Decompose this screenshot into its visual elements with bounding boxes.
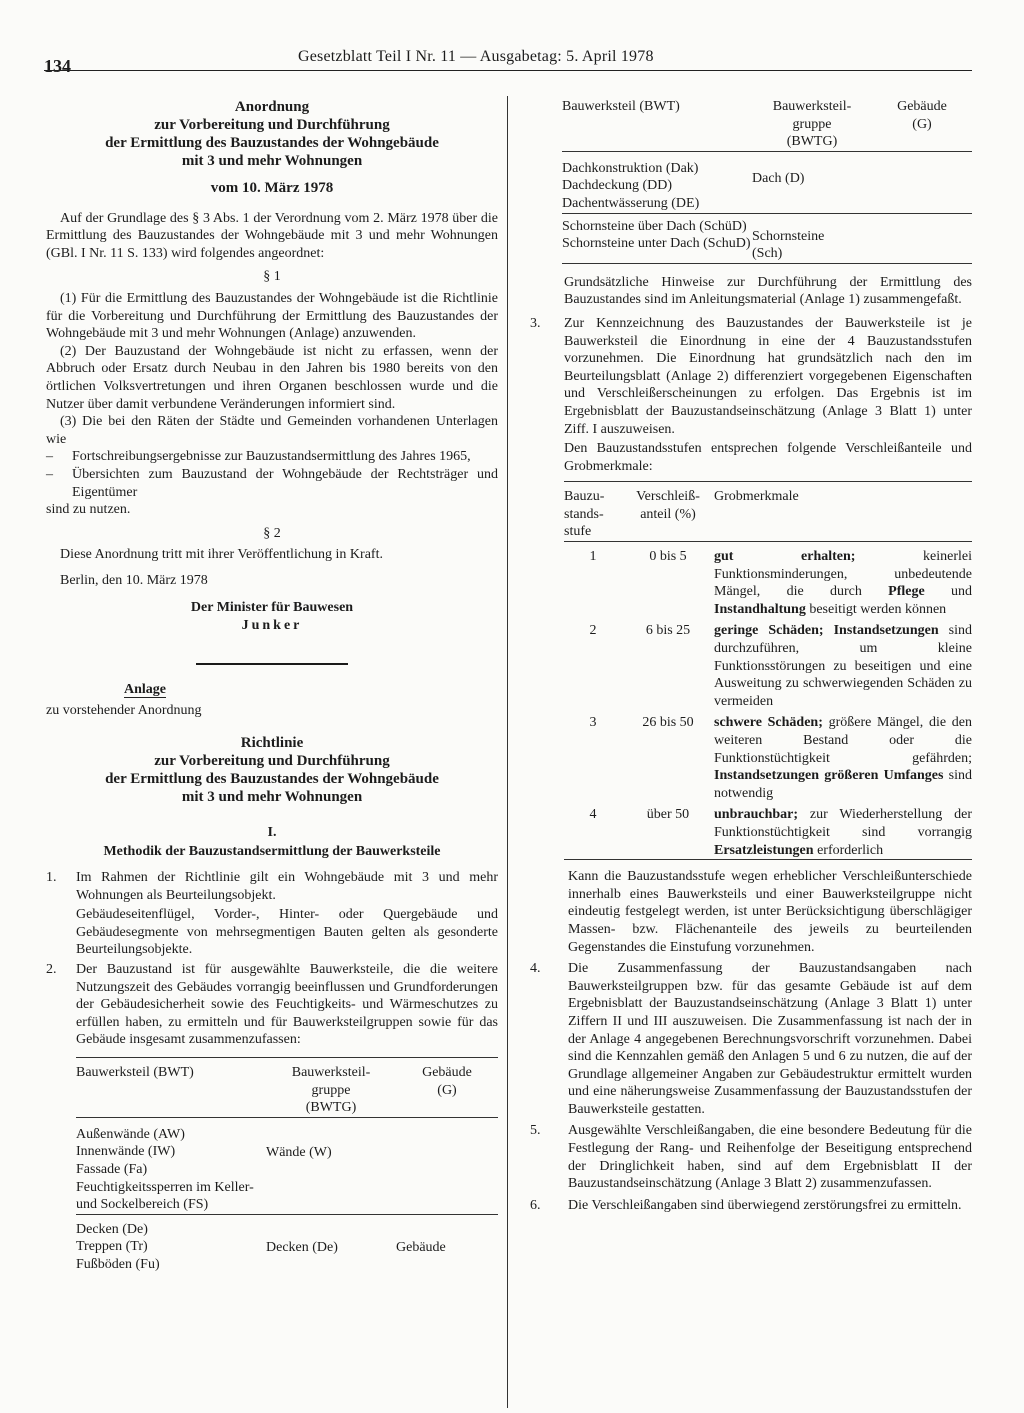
minister-signature: Junker (241, 618, 303, 634)
numbered-item-2: 2. Der Bauzustand ist für ausgewählte Bauwerksteile, die die weitere Nutzungszeit des Gebäudes vorrangig beeinflussen und Grundforderungen der Gebäudesicherheit sowie des Feuchtigkeits- und Wärmeschutzes zu erfüllen haben, zu ermitteln und für Bauwerksteilgruppen sowie für das Gebäude insgesamt zusammenzufassen: (46, 962, 498, 1048)
after-table-paragraph: Kann die Bauzustandsstufe wegen erheblicher Verschleißunterschiede innerhalb eines Bauwerksteils und einer Bauwerksteilgruppe nicht eindeutig festgelegt werden, ist unter Berücksichtigung überschlägiger Massen- bzw. Flächenanteile des jeweils zu beurteilenden Gegenstandes die Einstufung vorzunehmen. (568, 869, 972, 955)
section-1-para-1: (1) Für die Ermittlung des Bauzustandes der Wohngebäude ist die Richtlinie für die Vorbereitung und Durchführung der Ermittlung des Bauzustandes der Wohngebäude mit 3 und mehr Wohnungen (Anlage) anzuwenden. (46, 290, 498, 342)
page-number: 134 (44, 56, 71, 76)
decree-title: Anordnung zur Vorbereitung und Durchführung der Ermittlung des Bauzustandes der Wohngebäude mit 3 und mehr Wohnungen (105, 99, 439, 169)
separator-rule (196, 663, 348, 665)
left-column (46, 98, 498, 1274)
components-table-left (76, 1057, 498, 1274)
right-column (530, 98, 973, 1214)
section-1-para-3: (3) Die bei den Räten der Städte und Gemeinden vorhandenen Unterlagen wie (46, 414, 498, 447)
section-2-heading: § 2 (263, 525, 281, 541)
guideline-title: Richtlinie zur Vorbereitung und Durchführung der Ermittlung des Bauzustandes der Wohngebäude mit 3 und mehr Wohnungen (105, 734, 439, 805)
section-title: Methodik der Bauzustandsermittlung der Bauwerksteile (103, 844, 441, 860)
table-row: Decken (De) Treppen (Tr) Fußböden (Fu) Decken (De) Gebäude (76, 1221, 446, 1272)
table-row: Dachkonstruktion (Dak) Dachdeckung (DD) Dachentwässerung (DE) Dach (D) (562, 160, 805, 211)
decree-date: vom 10. März 1978 (210, 180, 334, 196)
annex-heading: Anlage (124, 681, 166, 697)
minister-title: Der Minister für Bauwesen (190, 600, 354, 616)
numbered-item-6: 6. Die Verschleißangaben sind überwiegend zerstörungsfrei zu ermitteln. (530, 1197, 962, 1213)
list-item: – Fortschreibungsergebnisse zur Bauzustandsermittlung des Jahres 1965, (46, 449, 471, 465)
components-table-right (562, 98, 972, 274)
list-item: – Übersichten zum Bauzustand der Wohngebäude der Rechtsträger und Eigentümer (46, 466, 498, 500)
numbered-item-5: 5. Ausgewählte Verschleißangaben, die eine besondere Bedeutung für die Festlegung der Rang- und Reihenfolge der Beseitigung entsprechend der Dringlichkeit haben, sind auf dem Ergebnisblatt II der Bauzustandseinschätzung (Anlage 3 Blatt 2) zusammenzufassen. (530, 1123, 972, 1192)
place-date: Berlin, den 10. März 1978 (60, 572, 208, 588)
table-row: 1 0 bis 5 gut erhalten; keinerlei Funktionsminderungen, unbedeutende Mängel, die durch Pflege und Instandhaltung beseitigt werden können (589, 549, 973, 617)
section-1-para-2: (2) Der Bauzustand der Wohngebäude ist nicht zu erfassen, wenn der Abbruch oder Ersatz durch Neubau in den Jahren bis 1980 bereits von den örtlichen Volksvertretungen und ihren Organen beschlossen wurde und die Nutzer über damit verbundene Veränderungen informiert sind. (46, 343, 498, 412)
header-rule (44, 70, 972, 71)
table-header-row: Bauwerksteil (BWT) Bauwerksteil- gruppe (BWTG) Gebäude (G) (76, 1064, 472, 1116)
numbered-item-3: 3. Zur Kennzeichnung des Bauzustandes der Bauwerksteile ist je Bauwerksteil die Einordnung in eine der 4 Bauzustandsstufen vorzunehmen. Die Einordnung hat grundsätzlich nach den im Beurteilungsblatt (Anlage 2) differenziert vorgegebenen Eigenschaften und Verschleißerscheinungen zu erfolgen. Das Ergebnis ist im Ergebnisblatt der Bauzustandseinschätzung (Anlage 3 Blatt 1) unter Ziff. I auszuweisen. Den Bauzustandsstufen entsprechen folgende Verschleißanteile und Grobmerkmale: (530, 315, 972, 474)
note-paragraph: Grundsätzliche Hinweise zur Durchführung der Ermittlung des Bauzustandes sind im Anleitungsmaterial (Anlage 1) zusammengefaßt. (564, 274, 972, 308)
numbered-item-1: 1. Im Rahmen der Richtlinie gilt ein Wohngebäude mit 3 und mehr Wohnungen als Beurteilungsobjekt. Gebäudeseitenflügel, Vorder-, Hinter- oder Quergebäude und Gebäudesegmente von mehrsegmentigen Bauten gelten als gesonderte Beurteilungsobjekte. (46, 870, 498, 958)
table-row: 3 26 bis 50 schwere Schäden; größere Mängel, die den weiteren Bestand oder die Funktionstüchtigkeit gefährden; Instandsetzungen größeren Umfanges sind notwendig (589, 715, 973, 801)
gazette-header-title: Gesetzblatt Teil I Nr. 11 — Ausgabetag: 5. April 1978 (298, 48, 654, 65)
table-header-row: Bauwerksteil (BWT) Bauwerksteil- gruppe (BWTG) Gebäude (G) (562, 99, 947, 150)
numbered-item-4: 4. Die Zusammenfassung der Bauzustandsangaben nach Bauwerksteilgruppen bzw. für das gesamte Gebäude ist auf dem Ergebnisblatt der Bauzustandseinschätzung (Anlage 3 Blatt 1) unter Ziffern II und III auszuweisen. Die Zusammenfassung ist nach der in der Anlage 4 angegebenen Berechnungsvorschrift vorzunehmen. Dabei sind die Kennzahlen gemäß den Anlagen 5 und 6 zu nutzen, die auf der Grundlage allgemeiner Angaben zur Gebäudestruktur ermittelt wurden und eine näherungsweise Zusammenfassung der Bauzustandsstufen der Bauwerksteile gestatten. (530, 961, 972, 1117)
table-row: Schornsteine über Dach (SchüD) Schornsteine unter Dach (SchuD) Schornsteine (Sch) (562, 218, 825, 262)
intro-paragraph: Auf der Grundlage des § 3 Abs. 1 der Verordnung vom 2. März 1978 über die Ermittlung des Bauzustandes der Wohngebäude mit 3 und mehr Wohnungen (GBl. I Nr. 11 S. 133) wird folgendes angeordnet: (46, 210, 498, 261)
column-divider (507, 96, 508, 1408)
wear-stage-table (564, 481, 972, 868)
annex-subheading: zu vorstehender Anordnung (46, 703, 202, 719)
section-2-para: Diese Anordnung tritt mit ihrer Veröffentlichung in Kraft. (60, 547, 383, 563)
section-1-heading: § 1 (263, 269, 281, 285)
section-number: I. (267, 824, 277, 840)
table-row: 4 über 50 unbrauchbar; zur Wiederherstellung der Funktionstüchtigkeit sind vorrangig Ersatzleistungen erforderlich (589, 807, 972, 858)
table-row: Außenwände (AW) Innenwände (IW) Fassade (Fa) Feuchtigkeitssperren im Keller- und Sockelbereich (FS) Wände (W) (76, 1126, 332, 1213)
table-row: 2 6 bis 25 geringe Schäden; Instandsetzungen sind durchzuführen, um kleine Funktionsstörungen zu beseitigen und eine Ausweitung zu schwerwiegenden Schäden zu vermeiden (589, 623, 972, 709)
section-1-para-3-end: sind zu nutzen. (46, 502, 131, 518)
table-header-row: Bauzu- stands- stufe Verschleiß- anteil (%) Grobmerkmale (564, 489, 799, 540)
